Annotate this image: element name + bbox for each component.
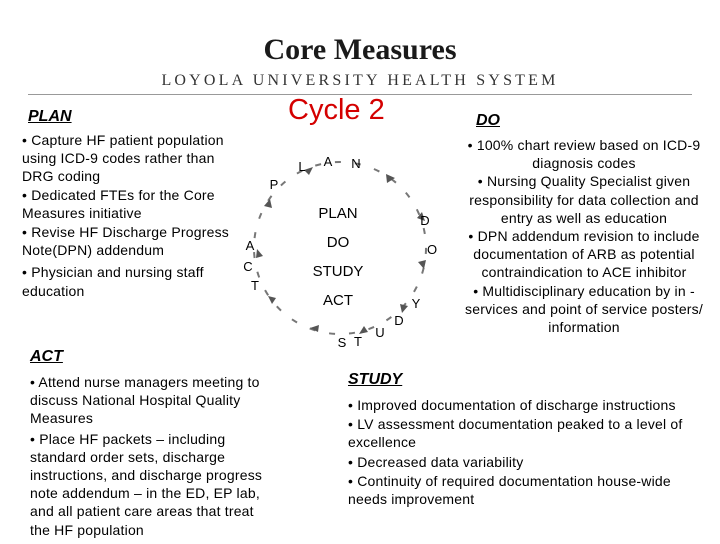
arrowhead-icon	[418, 260, 426, 269]
plan-item: • Physician and nursing staff education	[22, 264, 204, 299]
study-heading: STUDY	[348, 371, 403, 388]
study-item: • LV assessment documentation peaked to a level of excellence	[348, 416, 683, 451]
plan-item: • Revise HF Discharge Progress Note(DPN) addendum	[22, 224, 229, 259]
ring-letter: C	[243, 259, 253, 274]
ring-letter: T	[354, 334, 362, 349]
ring-letter: L	[298, 159, 306, 174]
ring-letter: U	[375, 325, 385, 340]
center-label-plan: PLAN	[318, 205, 358, 222]
act-item: • Place HF packets – including standard order sets, discharge instructions, and discharge progress note addendum – in the ED, EP lab, and all patient care areas that treat the HF population	[30, 430, 263, 538]
do-item: • DPN addendum revision to include documentation of ARB as potential contraindication to ACE inhibitor	[468, 228, 700, 281]
study-item: • Continuity of required documentation house-wide needs improvement	[348, 472, 671, 508]
organization-subtitle: LOYOLA UNIVERSITY HEALTH SYSTEM	[161, 72, 559, 89]
plan-item: • Capture HF patient population using ICD-9 codes rather than DRG coding	[22, 132, 224, 185]
ring-letter: O	[426, 242, 438, 257]
ring-letter: S	[337, 335, 347, 350]
ring-letter: Y	[411, 296, 421, 311]
center-label-act: ACT	[323, 292, 353, 309]
arrowhead-icon	[256, 249, 263, 258]
study-item: • Improved documentation of discharge instructions	[348, 397, 676, 413]
do-item: • Nursing Quality Specialist given responsibility for data collection and entry as well as education	[469, 173, 699, 226]
center-label-study: STUDY	[312, 263, 364, 280]
ring-letter: D	[394, 313, 404, 328]
arrowhead-icon	[359, 326, 368, 334]
do-item: • 100% chart review based on ICD-9 diagnosis codes	[467, 137, 701, 172]
page-title: Core Measures	[263, 33, 457, 66]
cycle-title: Cycle 2	[288, 94, 385, 126]
act-list	[30, 373, 276, 544]
arrowhead-icon	[400, 304, 408, 313]
ring-letter: D	[420, 213, 430, 228]
ring-letter: A	[323, 154, 333, 169]
act-heading: ACT	[30, 348, 63, 365]
arrowhead-icon	[268, 296, 276, 304]
act-item: • Attend nurse managers meeting to discuss National Hospital Quality Measures	[30, 374, 260, 427]
ring-letter: N	[351, 156, 361, 171]
study-list	[348, 396, 688, 513]
plan-list	[22, 131, 244, 305]
ring-letter: P	[269, 177, 279, 192]
plan-heading: PLAN	[28, 108, 72, 125]
do-list	[452, 136, 716, 336]
center-label-do: DO	[326, 234, 350, 251]
ring-letter: A	[245, 238, 255, 253]
plan-item: • Dedicated FTEs for the Core Measures initiative	[22, 186, 215, 221]
do-item: • Multidisciplinary education by in -services and point of service posters/ information	[465, 282, 703, 336]
arrowhead-icon	[264, 199, 272, 208]
do-heading: DO	[476, 112, 500, 129]
pdsa-cycle-diagram	[240, 140, 440, 350]
ring-letter: T	[251, 278, 259, 293]
study-item: • Decreased data variability	[348, 453, 524, 470]
